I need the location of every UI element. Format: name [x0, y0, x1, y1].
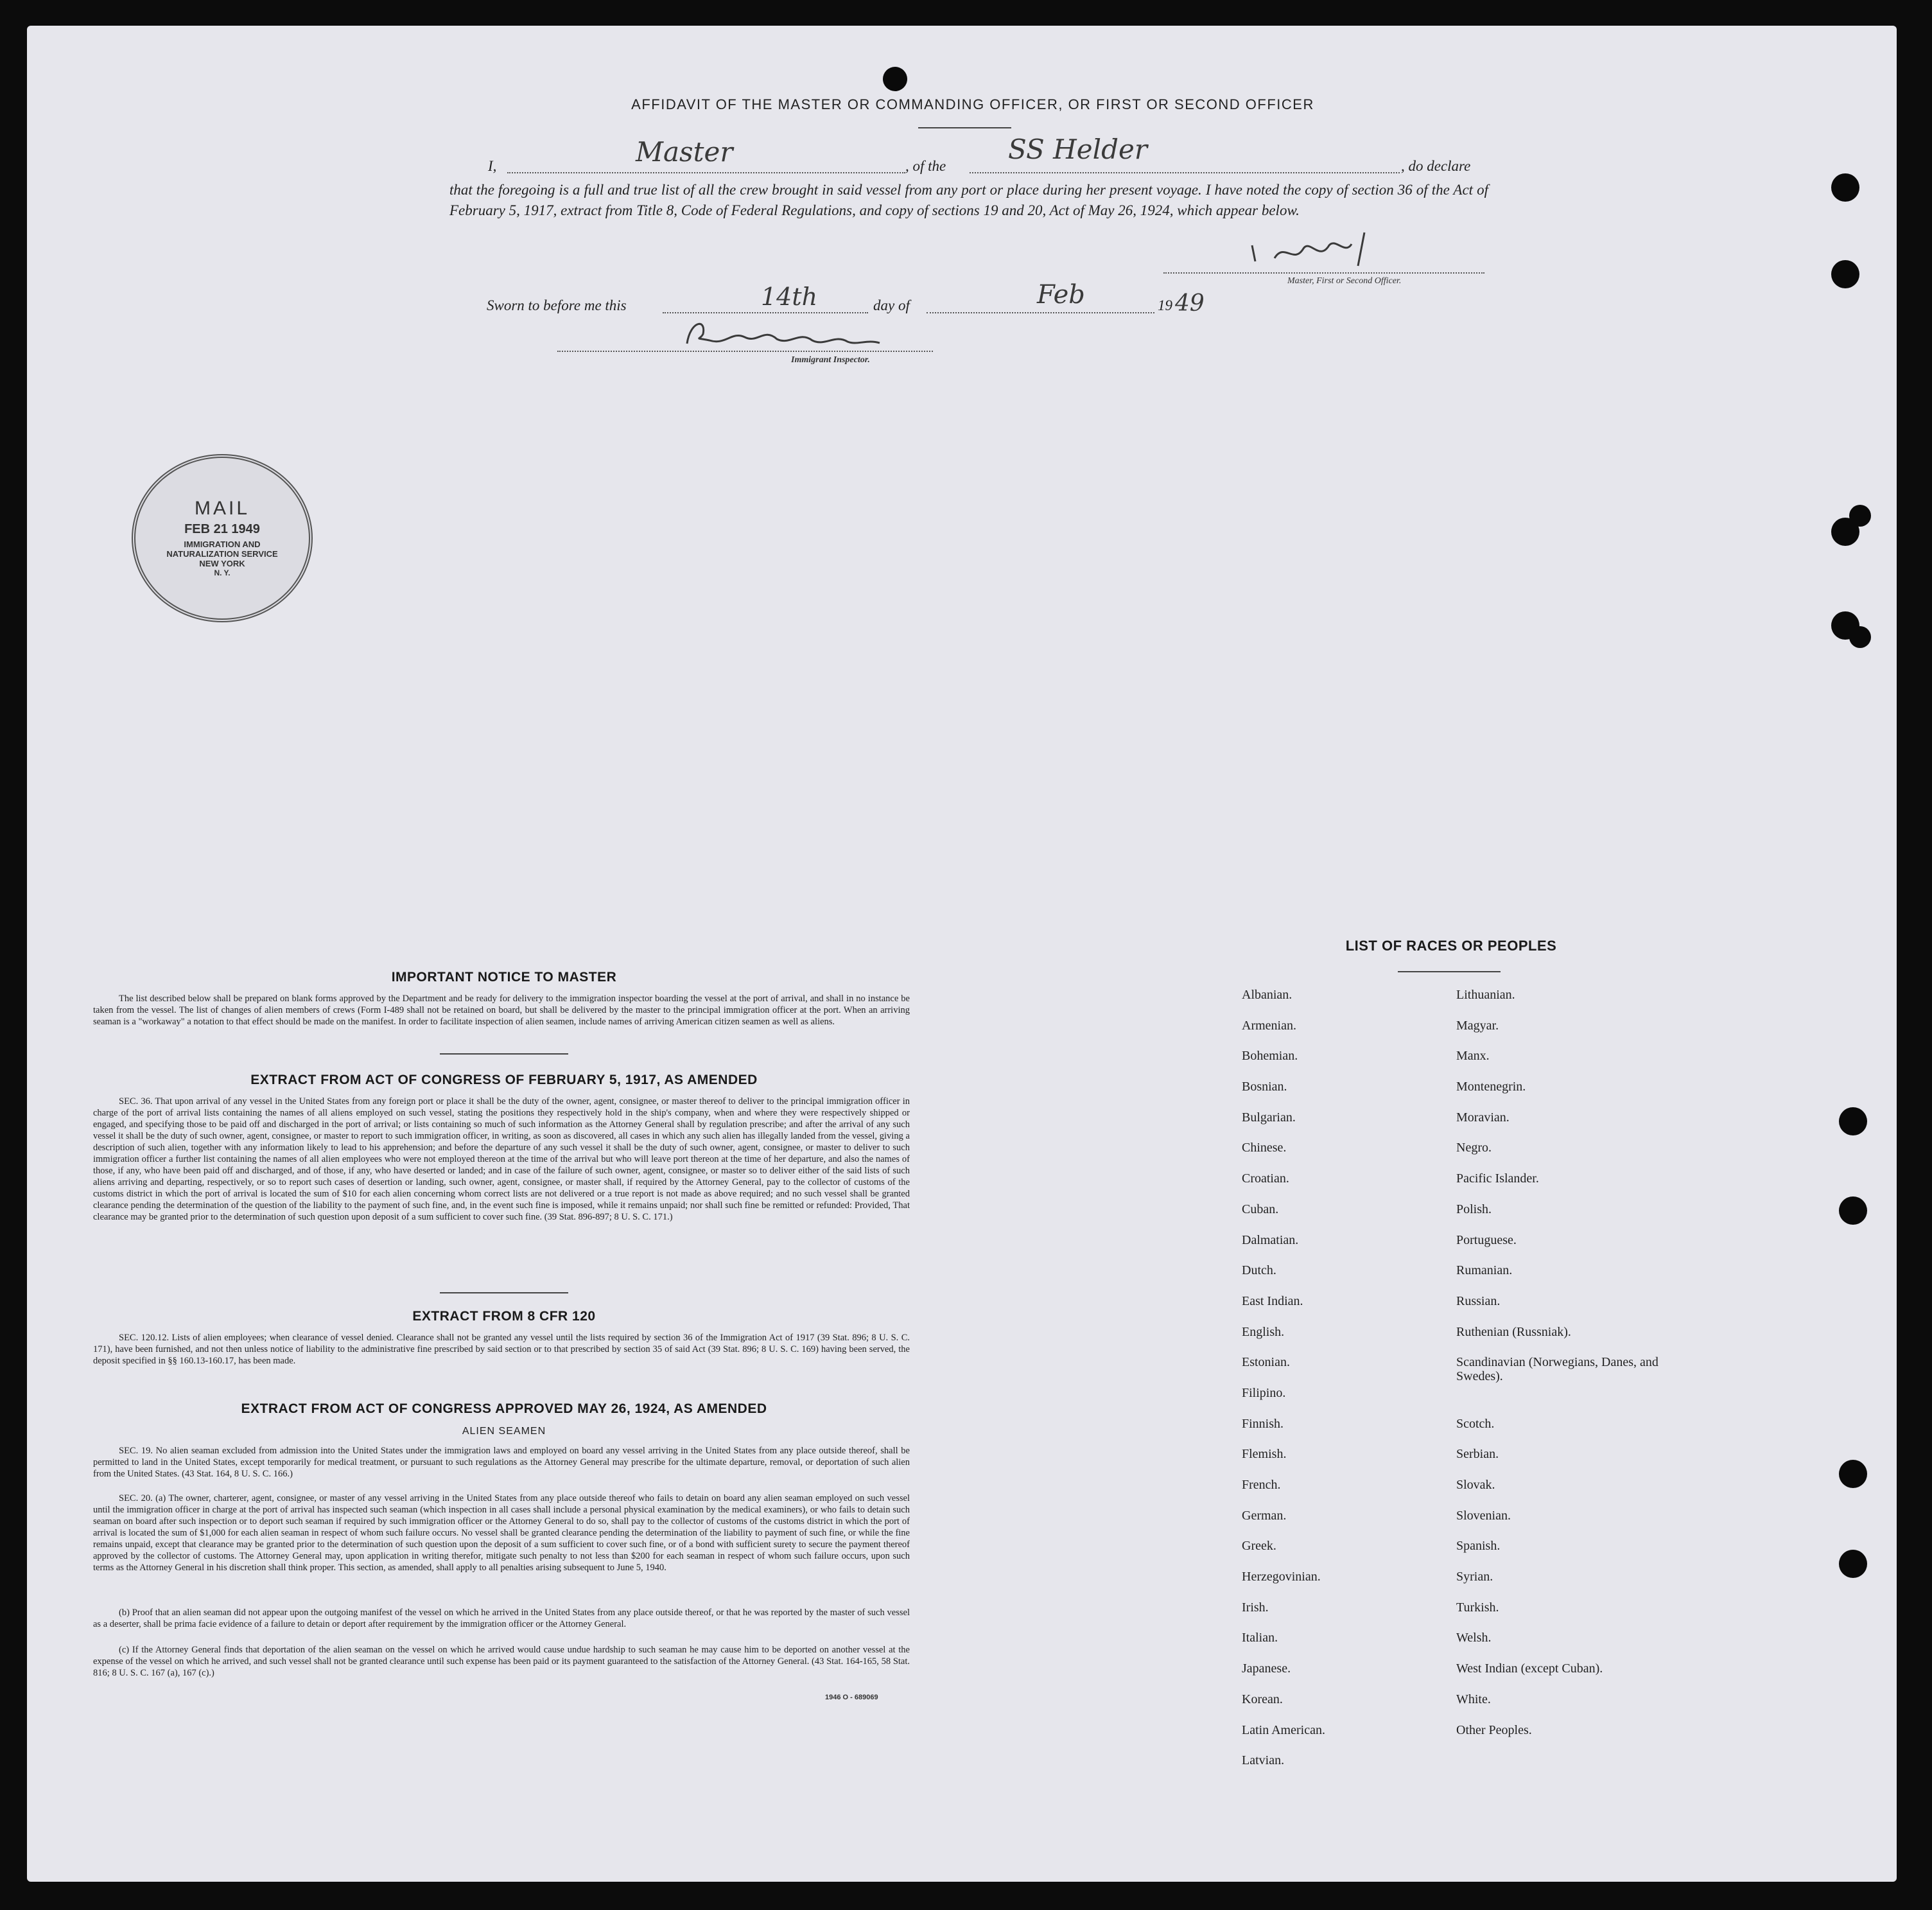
vessel-handwriting: SS Helder	[1008, 134, 1147, 165]
master-signature	[1249, 226, 1403, 271]
stamp-agency: IMMIGRATION AND NATURALIZATION SERVICE	[166, 539, 278, 559]
race-item: Herzegovinian.	[1242, 1570, 1321, 1584]
race-item: East Indian.	[1242, 1293, 1303, 1308]
race-item: Magyar.	[1456, 1018, 1499, 1033]
race-item: Bosnian.	[1242, 1080, 1287, 1094]
extract-cfr-title: EXTRACT FROM 8 CFR 120	[412, 1309, 596, 1324]
race-item: Negro.	[1456, 1141, 1492, 1155]
race-item: Armenian.	[1242, 1018, 1296, 1033]
day-field-line	[663, 312, 868, 313]
race-item: Italian.	[1242, 1631, 1278, 1645]
i-label: I,	[488, 158, 497, 174]
stamp-date: FEB 21 1949	[184, 522, 260, 536]
race-item: Ruthenian (Russniak).	[1456, 1324, 1571, 1339]
races-column-2	[1456, 988, 1675, 1753]
race-item: Montenegrin.	[1456, 1080, 1526, 1094]
vessel-field-line	[970, 172, 1400, 173]
sec20a-text: SEC. 20. (a) The owner, charterer, agent, consignee, or master of any vessel arriving in the United States from any place outside thereof who fails to detain on board any alien seaman employed on such vessel until the immigration officer in charge at the port of arrival has inspected such seaman (which inspection in all cases shall include a personal physical examination by the medical examiners), or who fails to detain such seaman on board after such inspection or to deport such seaman if required by such immigration officer or the Attorney General to do so, shall pay to the collector of customs of the customs district in which the port of arrival is located the sum of $1,000 for each alien seaman in respect of whom such failure occurs. No vessel shall be granted clearance pending the determination of the liability to payment of such fine, or while the fine remains unpaid, except that clearance may be granted prior to the determination of such question upon the deposit of a sum sufficient to cover such fine, or of a bond with sufficient surety to secure the payment thereof approved by the collector of customs. The Attorney General may, upon application in writing therefor, mitigate such penalty to not less than $200 for each seaman in respect of whom such failure occurs, upon such terms as the Attorney General in his discretion shall think proper. This section, as amended, shall apply to all penalties arising subsequent to June 5, 1940.	[93, 1493, 910, 1573]
race-item: German.	[1242, 1508, 1287, 1523]
race-item: Other Peoples.	[1456, 1722, 1532, 1737]
affidavit-title: AFFIDAVIT OF THE MASTER OR COMMANDING OFFICER, OR FIRST OR SECOND OFFICER	[631, 96, 1314, 112]
race-item: West Indian (except Cuban).	[1456, 1661, 1603, 1676]
race-item	[1456, 1386, 1675, 1417]
year-prefix: 19	[1158, 297, 1172, 313]
race-item: English.	[1242, 1324, 1285, 1339]
race-item: Moravian.	[1456, 1110, 1510, 1125]
race-item: Pacific Islander.	[1456, 1171, 1539, 1186]
race-item: Filipino.	[1242, 1385, 1286, 1400]
punch-hole	[1839, 1107, 1867, 1135]
print-code: 1946 O - 689069	[825, 1694, 878, 1701]
punch-hole	[883, 67, 907, 91]
race-item: Finnish.	[1242, 1416, 1284, 1431]
extract-1917-title: EXTRACT FROM ACT OF CONGRESS OF FEBRUARY 5, 1917, AS AMENDED	[250, 1073, 758, 1087]
race-item: White.	[1456, 1692, 1491, 1706]
day-handwriting: 14th	[761, 283, 818, 311]
stamp-state: N. Y.	[214, 568, 231, 577]
signature-line	[1163, 272, 1484, 274]
punch-hole	[1849, 505, 1871, 527]
race-item: Welsh.	[1456, 1631, 1492, 1645]
punch-hole	[1839, 1196, 1867, 1225]
race-item: Manx.	[1456, 1049, 1490, 1064]
sec20b-text: (b) Proof that an alien seaman did not appear upon the outgoing manifest of the vessel on which he arrived in the United States from any place outside thereof, or that he was reported by the master of such vessel as a deserter, shall be prima facie evidence of a failure to detain or deport after requirement by the immigration officer or the Attorney General.	[93, 1608, 910, 1629]
race-item: Portuguese.	[1456, 1232, 1517, 1247]
inspector-signature	[681, 315, 899, 353]
extract-1924-subtitle: ALIEN SEAMEN	[462, 1426, 546, 1437]
race-item: Dutch.	[1242, 1263, 1276, 1278]
punch-hole	[1831, 260, 1859, 288]
year-handwriting: 49	[1175, 290, 1205, 317]
race-item: Greek.	[1242, 1539, 1276, 1554]
inspector-caption: Immigrant Inspector.	[791, 355, 870, 365]
sec20c-text: (c) If the Attorney General finds that deportation of the alien seaman on the vessel on which he arrived would cause undue hardship to such seaman he may cause him to be deported on another vessel at the expense of the vessel on which he arrived, and such vessel shall not be granted clearance until such expense has been paid or its payment guaranteed to the satisfaction of the Attorney General. (43 Stat. 164-165, 58 Stat. 816; 8 U. S. C. 167 (a), 167 (c).)	[93, 1645, 910, 1678]
races-rule	[1398, 971, 1501, 972]
extract-cfr-text: SEC. 120.12. Lists of alien employees; when clearance of vessel denied. Clearance shall not be granted any vessel until the lists required by section 36 of the Immigration Act of 1917 (39 Stat. 896; 8 U. S. C. 171), have been furnished, and not then unless notice of liability to the administrative fine prescribed by said section or to that prescribed by section 35 of said Act (39 Stat. 896; 8 U. S. C. 169) having been served, the deposit specified in §§ 160.13-160.17, has been made.	[93, 1333, 910, 1366]
do-declare-label: , do declare	[1401, 158, 1471, 174]
race-item: Slovak.	[1456, 1478, 1495, 1492]
notice-text: The list described below shall be prepared on blank forms approved by the Department and be ready for delivery to the immigration inspector boarding the vessel at the port of arrival, and shall in no instance be taken from the vessel. The list of changes of alien members of crews (Form I-489 shall not be retained on board, but shall be delivered by the master to the principal immigration officer at the port. When an arriving seaman is a "workaway" a notation to that effect should be made on the manifest. In order to facilitate inspection of alien seamen, include names of arriving American citizen seamen as well as aliens.	[93, 994, 910, 1027]
affidavit-body: that the foregoing is a full and true list of all the crew brought in said vessel from any port or place during her present voyage. I have noted the copy of section 36 of the Act of February 5, 1917, extract from Title 8, Code of Federal Regulations, and copy of sections 19 and 20, Act of May 26, 1924, which appear below.	[449, 182, 1488, 218]
race-item: Spanish.	[1456, 1539, 1501, 1554]
inspector-line	[557, 351, 933, 352]
race-item: Irish.	[1242, 1600, 1269, 1615]
of-the-label: , of the	[905, 158, 946, 174]
race-item: Cuban.	[1242, 1202, 1279, 1216]
punch-hole	[1839, 1550, 1867, 1578]
race-item: Korean.	[1242, 1692, 1283, 1706]
race-item: Flemish.	[1242, 1447, 1287, 1462]
race-item: Turkish.	[1456, 1600, 1499, 1615]
extract-1917-text: SEC. 36. That upon arrival of any vessel in the United States from any foreign port or place it shall be the duty of the owner, agent, consignee, or master thereof to deliver to the principal immigration officer in charge of the port of arrival lists containing the names of all aliens employed on such vessel, stating the positions they respectively hold in the ship's company, when and where they were respectively shipped or engaged, and specifying those to be paid off and discharged in the port of arrival; or lists containing so much of such information as the Attorney General shall by regulation prescribe; and after the arrival of any such vessel it shall be the duty of such owner, agent, consignee, or master to report to such immigration officer, in writing, as soon as discovered, all cases in which any such alien has illegally landed from the vessel, giving a description of such alien, together with any information likely to lead to his apprehension; and before the departure of any such vessel it shall be the duty of such owner, agent, consignee, or master to deliver to such immigration officer a further list containing the names of all alien employees who were not employed thereon at the time of the arrival but who will leave port thereon at the time of her departure, and also the names of those, if any, who have been paid off and discharged, and of those, if any, who have deserted or landed; and in case of the failure of such owner, agent, consignee, or master so to deliver either of the said lists of such aliens arriving and departing, respectively, or so to report such cases of desertion or landing, such owner, agent, consignee, or master shall, if required by the Attorney General, pay to the collector of customs of the customs district in which the port of arrival is located the sum of $10 for each alien concerning whom correct lists are not delivered or a true report is not made as above required; and no such vessel shall be granted clearance pending the determination of the question of the liability to the payment of such fine, and, in the event such fine is imposed, while it remains unpaid; nor shall such fine be remitted or refunded: Provided, That clearance may be granted prior to the determination of such question upon deposit of a sum sufficient to cover such fine. (39 Stat. 896-897; 8 U. S. C. 171.)	[93, 1096, 910, 1222]
races-column-1	[1242, 988, 1434, 1784]
notice-title: IMPORTANT NOTICE TO MASTER	[391, 970, 617, 985]
race-item: Chinese.	[1242, 1141, 1287, 1155]
race-item: Scandinavian (Norwegians, Danes, and Swedes).	[1456, 1355, 1658, 1384]
race-item: Croatian.	[1242, 1171, 1289, 1186]
punch-hole	[1839, 1460, 1867, 1488]
race-item: Russian.	[1456, 1293, 1501, 1308]
signature-caption: Master, First or Second Officer.	[1287, 276, 1402, 286]
race-item: French.	[1242, 1478, 1281, 1492]
race-item: Dalmatian.	[1242, 1232, 1299, 1247]
race-item: Syrian.	[1456, 1570, 1493, 1584]
sworn-label: Sworn to before me this	[487, 297, 627, 313]
punch-hole	[1849, 626, 1871, 648]
race-item: Latvian.	[1242, 1753, 1285, 1768]
sec19-text: SEC. 19. No alien seaman excluded from admission into the United States under the immigration laws and employed on board any vessel arriving in the United States from any place outside thereof, shall be permitted to land in the United States, except temporarily for medical treatment, or pursuant to such regulations as the Attorney General may prescribe for the ultimate departure, removal, or deportation of such alien from the United States. (43 Stat. 164, 8 U. S. C. 166.)	[93, 1446, 910, 1479]
month-handwriting: Feb	[1037, 280, 1085, 310]
race-item: Lithuanian.	[1456, 988, 1515, 1002]
receipt-stamp	[132, 454, 313, 622]
section-rule	[440, 1053, 568, 1055]
race-item: Rumanian.	[1456, 1263, 1513, 1278]
stamp-city: NEW YORK	[199, 559, 245, 568]
race-item: Japanese.	[1242, 1661, 1291, 1676]
race-item: Serbian.	[1456, 1447, 1499, 1462]
race-item: Bohemian.	[1242, 1049, 1298, 1064]
stamp-mail: MAIL	[194, 498, 250, 519]
section-rule	[440, 1292, 568, 1293]
race-item: Latin American.	[1242, 1722, 1325, 1737]
race-item: Slovenian.	[1456, 1508, 1511, 1523]
title-rule	[918, 127, 1011, 128]
extract-1924-title: EXTRACT FROM ACT OF CONGRESS APPROVED MAY 26, 1924, AS AMENDED	[241, 1401, 767, 1416]
races-title: LIST OF RACES OR PEOPLES	[1345, 938, 1557, 954]
race-item: Albanian.	[1242, 988, 1292, 1002]
race-item: Scotch.	[1456, 1416, 1495, 1431]
master-field-line	[507, 172, 905, 173]
race-item: Bulgarian.	[1242, 1110, 1296, 1125]
month-field-line	[927, 312, 1154, 313]
master-handwriting: Master	[636, 136, 733, 168]
race-item: Estonian.	[1242, 1355, 1290, 1370]
race-item: Polish.	[1456, 1202, 1492, 1216]
punch-hole	[1831, 173, 1859, 202]
day-label: day of	[873, 297, 910, 313]
